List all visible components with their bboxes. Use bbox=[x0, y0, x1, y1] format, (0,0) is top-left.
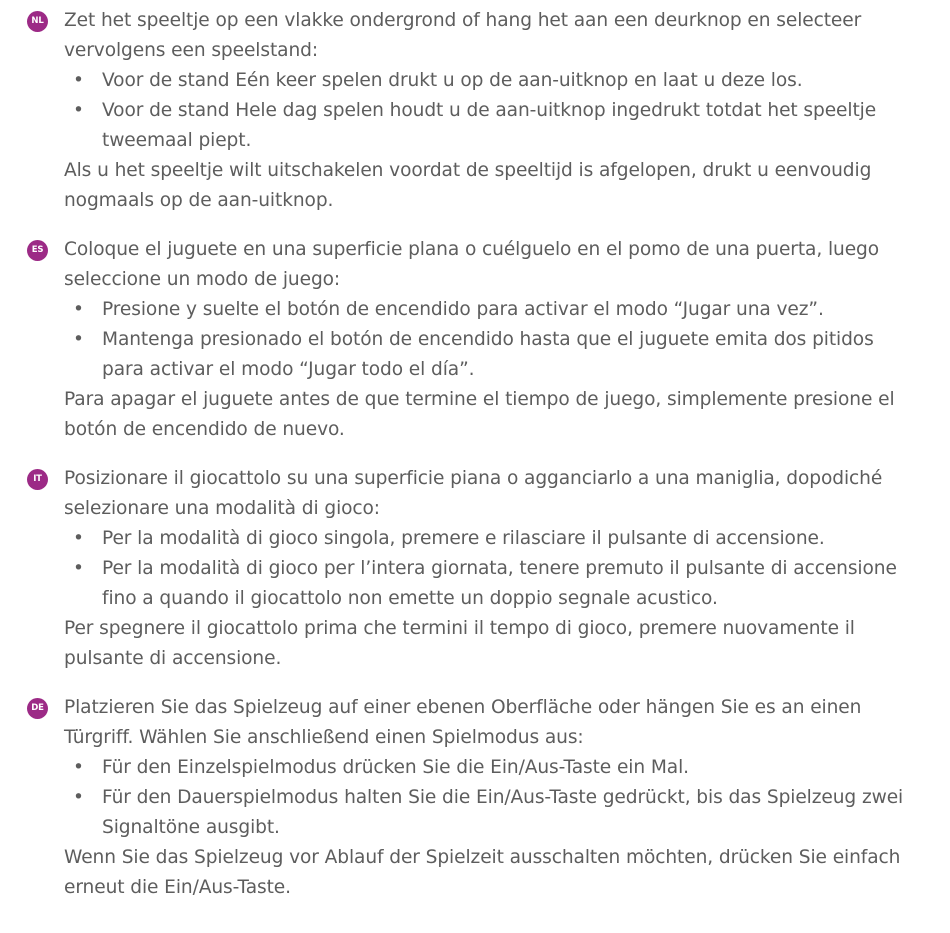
bullet-icon: • bbox=[73, 757, 84, 778]
language-badge-es: ES bbox=[27, 240, 48, 261]
list-item bbox=[64, 66, 910, 96]
list-item bbox=[64, 96, 910, 156]
list-item-text: Voor de stand Eén keer spelen drukt u op de aan-uitknop en laat u deze los. bbox=[102, 70, 803, 91]
section-es bbox=[0, 235, 950, 445]
list-item-text: Presione y suelte el botón de encendido para activar el modo “Jugar una vez”. bbox=[102, 299, 824, 320]
language-badge-de: DE bbox=[27, 698, 48, 719]
list-item-text: Per la modalità di gioco singola, premere e rilasciare il pulsante di accensione. bbox=[102, 528, 825, 549]
bullet-list bbox=[64, 524, 910, 614]
list-item bbox=[64, 524, 910, 554]
list-item bbox=[64, 554, 910, 614]
list-item-text: Für den Einzelspielmodus drücken Sie die Ein/Aus-Taste ein Mal. bbox=[102, 757, 689, 778]
section-intro: Coloque el juguete en una superficie plana o cuélguelo en el pomo de una puerta, luego seleccione un modo de juego: bbox=[64, 239, 880, 290]
list-item bbox=[64, 753, 910, 783]
section-outro: Per spegnere il giocattolo prima che termini il tempo di gioco, premere nuovamente il pulsante di accensione. bbox=[64, 618, 855, 669]
bullet-list bbox=[64, 753, 910, 843]
list-item-text: Mantenga presionado el botón de encendido hasta que el juguete emita dos pitidos para activar el modo “Jugar todo el día”. bbox=[102, 329, 874, 380]
list-item bbox=[64, 783, 910, 843]
bullet-icon: • bbox=[73, 100, 84, 121]
bullet-list bbox=[64, 66, 910, 156]
bullet-icon: • bbox=[73, 299, 84, 320]
section-it bbox=[0, 464, 950, 674]
list-item bbox=[64, 325, 910, 385]
section-outro: Wenn Sie das Spielzeug vor Ablauf der Spielzeit ausschalten möchten, drücken Sie einfach erneut die Ein/Aus-Taste. bbox=[64, 847, 901, 898]
instructions-page bbox=[0, 6, 950, 922]
list-item bbox=[64, 295, 910, 325]
section-de bbox=[0, 693, 950, 903]
list-item-text: Für den Dauerspielmodus halten Sie die Ein/Aus-Taste gedrückt, bis das Spielzeug zwei Signaltöne ausgibt. bbox=[102, 787, 904, 838]
section-nl bbox=[0, 6, 950, 216]
bullet-list bbox=[64, 295, 910, 385]
bullet-icon: • bbox=[73, 329, 84, 350]
list-item-text: Voor de stand Hele dag spelen houdt u de aan-uitknop ingedrukt totdat het speeltje tweemaal piept. bbox=[102, 100, 877, 151]
list-item-text: Per la modalità di gioco per l’intera giornata, tenere premuto il pulsante di accensione fino a quando il giocattolo non emette un doppio segnale acustico. bbox=[102, 558, 897, 609]
bullet-icon: • bbox=[73, 70, 84, 91]
bullet-icon: • bbox=[73, 558, 84, 579]
section-intro: Zet het speeltje op een vlakke ondergrond of hang het aan een deurknop en selecteer vervolgens een speelstand: bbox=[64, 10, 862, 61]
section-intro: Posizionare il giocattolo su una superficie piana o agganciarlo a una maniglia, dopodiché selezionare una modalità di gioco: bbox=[64, 468, 883, 519]
section-outro: Para apagar el juguete antes de que termine el tiempo de juego, simplemente presione el botón de encendido de nuevo. bbox=[64, 389, 895, 440]
section-intro: Platzieren Sie das Spielzeug auf einer ebenen Oberfläche oder hängen Sie es an einen Türgriff. Wählen Sie anschließend einen Spielmodus aus: bbox=[64, 697, 862, 748]
bullet-icon: • bbox=[73, 528, 84, 549]
language-badge-nl: NL bbox=[27, 11, 48, 32]
bullet-icon: • bbox=[73, 787, 84, 808]
language-badge-it: IT bbox=[27, 469, 48, 490]
section-outro: Als u het speeltje wilt uitschakelen voordat de speeltijd is afgelopen, drukt u eenvoudig nogmaals op de aan-uitknop. bbox=[64, 160, 872, 211]
